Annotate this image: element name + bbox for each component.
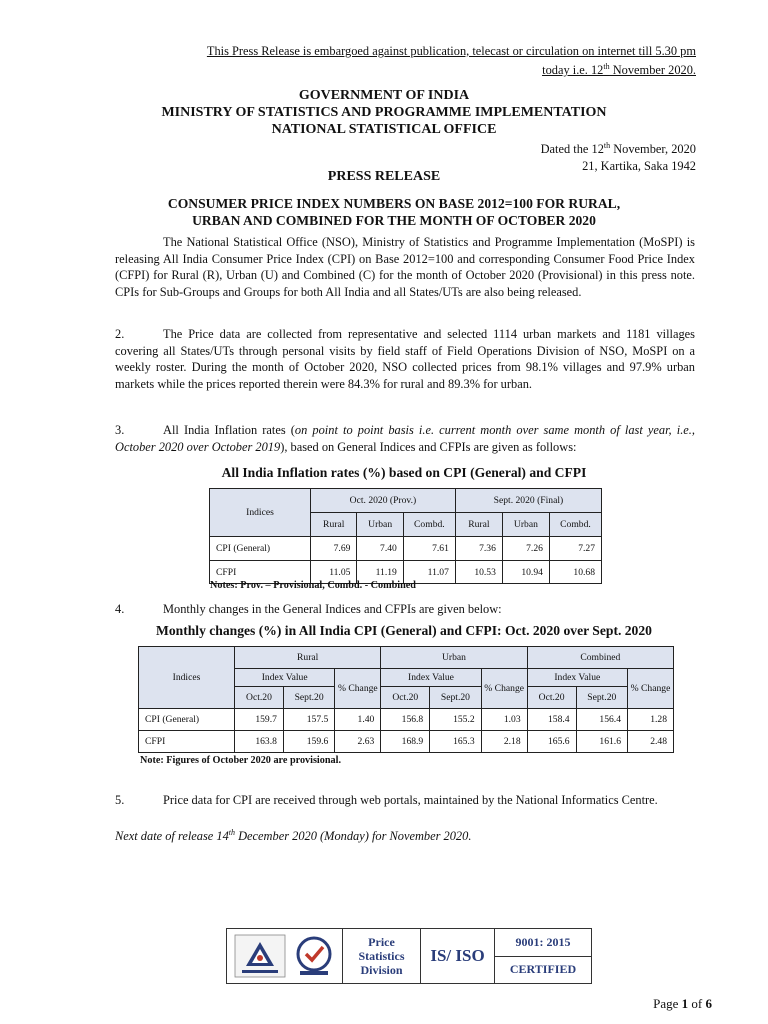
cell: 2.48 (628, 731, 674, 753)
table-1-note: Notes: Prov. – Provisional, Combd. - Combined (210, 580, 416, 591)
table-1-caption: All India Inflation rates (%) based on CPI (General) and CFPI (221, 465, 587, 480)
subheader: Sept.20 (430, 687, 481, 709)
cell: 163.8 (235, 731, 284, 753)
monthly-change-table (138, 646, 674, 753)
combined-header: Combined (527, 647, 673, 669)
embargo-line-1: This Press Release is embargoed against publication, telecast or circulation on internet till 5.30 pm (206, 44, 696, 58)
subheader: Sept.20 (283, 687, 334, 709)
oct-2020-header: Oct. 2020 (Prov.) (311, 489, 456, 513)
page-number: Page 1 of 6 (653, 996, 712, 1011)
cell: 7.27 (549, 537, 601, 561)
embargo-line-2: today i.e. 12th November 2020. (542, 62, 696, 78)
embargo-notice (110, 43, 696, 78)
subheader: Rural (455, 513, 502, 537)
row-label: CPI (General) (139, 709, 235, 731)
cell: 2.63 (335, 731, 381, 753)
table-2-caption: Monthly changes (%) in All India CPI (General) and CFPI: Oct. 2020 over Sept. 2020 (156, 623, 652, 638)
index-value-header: Index Value (235, 669, 335, 687)
table-row (139, 731, 674, 753)
subheader: Oct.20 (527, 687, 576, 709)
iso-number: 9001: 2015 (495, 929, 591, 957)
cell: 7.36 (455, 537, 502, 561)
logo-cell (227, 929, 343, 983)
cell: 156.8 (381, 709, 430, 731)
press-release-label: PRESS RELEASE (327, 169, 441, 184)
table-2-note: Note: Figures of October 2020 are provisional. (140, 755, 341, 766)
subheader: Urban (502, 513, 549, 537)
subheader: Combd. (403, 513, 455, 537)
cell: 11.07 (403, 561, 455, 584)
pct-change-header: % Change (335, 669, 381, 709)
title-line-1: CONSUMER PRICE INDEX NUMBERS ON BASE 2012=100 FOR RURAL, (167, 196, 621, 211)
cell: 11.05 (311, 561, 357, 584)
subheader: Combd. (549, 513, 601, 537)
cell: 159.6 (283, 731, 334, 753)
ministry-heading: MINISTRY OF STATISTICS AND PROGRAMME IMPLEMENTATION (161, 105, 607, 120)
office-heading: NATIONAL STATISTICAL OFFICE (271, 122, 497, 137)
certification-cell (495, 929, 591, 983)
subheader: Urban (357, 513, 403, 537)
pct-change-header: % Change (481, 669, 527, 709)
paragraph-3: 3. All India Inflation rates (on point to point basis i.e. current month over same month of last year, i.e., October 2020 over October 2019), based on General Indices and CFPIs are given as follows: (115, 423, 695, 454)
cell: 165.6 (527, 731, 576, 753)
indices-header: Indices (139, 647, 235, 709)
cell: 1.40 (335, 709, 381, 731)
rural-header: Rural (235, 647, 381, 669)
cell: 7.26 (502, 537, 549, 561)
row-label: CFPI (210, 561, 311, 584)
saka-date: 21, Kartika, Saka 1942 (582, 159, 696, 174)
pct-change-header: % Change (628, 669, 674, 709)
cell: 159.7 (235, 709, 284, 731)
row-label: CPI (General) (210, 537, 311, 561)
price-statistics-division: Price Statistics Division (343, 929, 421, 983)
cell: 10.53 (455, 561, 502, 584)
paragraph-1: The National Statistical Office (NSO), Ministry of Statistics and Programme Implementation (MoSPI) is releasing All India Consumer Price Index (CPI) on Base 2012=100 and corresponding Consumer Food Price Index (CFPI) for Rural (R), Urban (U) and Combined (C) for the month of October 2020 (Provisional) in this press note. CPIs for Sub-Groups and Groups for both All India and all States/UTs are also being released. (115, 235, 695, 299)
cell: 168.9 (381, 731, 430, 753)
inflation-table (209, 488, 602, 584)
cell: 7.40 (357, 537, 403, 561)
next-release-date: Next date of release 14th December 2020 (Monday) for November 2020. (115, 828, 472, 844)
table-row (139, 709, 674, 731)
index-value-header: Index Value (527, 669, 627, 687)
row-label: CFPI (139, 731, 235, 753)
paragraph-5: 5. Price data for CPI are received through web portals, maintained by the National Informatics Centre. (115, 793, 658, 807)
title-line-2: URBAN AND COMBINED FOR THE MONTH OF OCTOBER 2020 (192, 213, 596, 228)
paragraph-4: 4. Monthly changes in the General Indices and CFPIs are given below: (115, 602, 502, 616)
government-heading: GOVERNMENT OF INDIA (298, 88, 470, 103)
subheader: Sept.20 (576, 687, 627, 709)
cell: 1.28 (628, 709, 674, 731)
urban-header: Urban (381, 647, 527, 669)
indices-header: Indices (210, 489, 311, 537)
iso-seal-icon (292, 934, 336, 978)
cell: 10.68 (549, 561, 601, 584)
cell: 158.4 (527, 709, 576, 731)
paragraph-2: 2. The Price data are collected from representative and selected 1114 urban markets and 1181 villages covering all States/UTs through personal visits by field staff of Field Operations Division of NSO, MoSPI on a weekly roster. During the month of October 2020, NSO collected prices from 98.1% villages and 97.9% urban markets while the prices reported therein were 84.3% for rural and 89.3% for urban. (115, 327, 695, 391)
table-row (210, 537, 602, 561)
subheader: Rural (311, 513, 357, 537)
is-iso-label: IS/ ISO (421, 929, 495, 983)
cell: 7.61 (403, 537, 455, 561)
index-value-header: Index Value (381, 669, 481, 687)
cell: 165.3 (430, 731, 481, 753)
cell: 11.19 (357, 561, 403, 584)
cell: 2.18 (481, 731, 527, 753)
bis-logo-icon (234, 934, 286, 978)
subheader: Oct.20 (235, 687, 284, 709)
cell: 1.03 (481, 709, 527, 731)
cell: 157.5 (283, 709, 334, 731)
cell: 7.69 (311, 537, 357, 561)
subheader: Oct.20 (381, 687, 430, 709)
release-date: Dated the 12th November, 2020 21, Kartika, Saka 1942 (540, 141, 696, 174)
certified-label: CERTIFIED (509, 962, 577, 977)
sept-2020-header: Sept. 2020 (Final) (455, 489, 601, 513)
cell: 155.2 (430, 709, 481, 731)
cell: 156.4 (576, 709, 627, 731)
cell: 10.94 (502, 561, 549, 584)
certification-footer (226, 928, 592, 984)
cell: 161.6 (576, 731, 627, 753)
